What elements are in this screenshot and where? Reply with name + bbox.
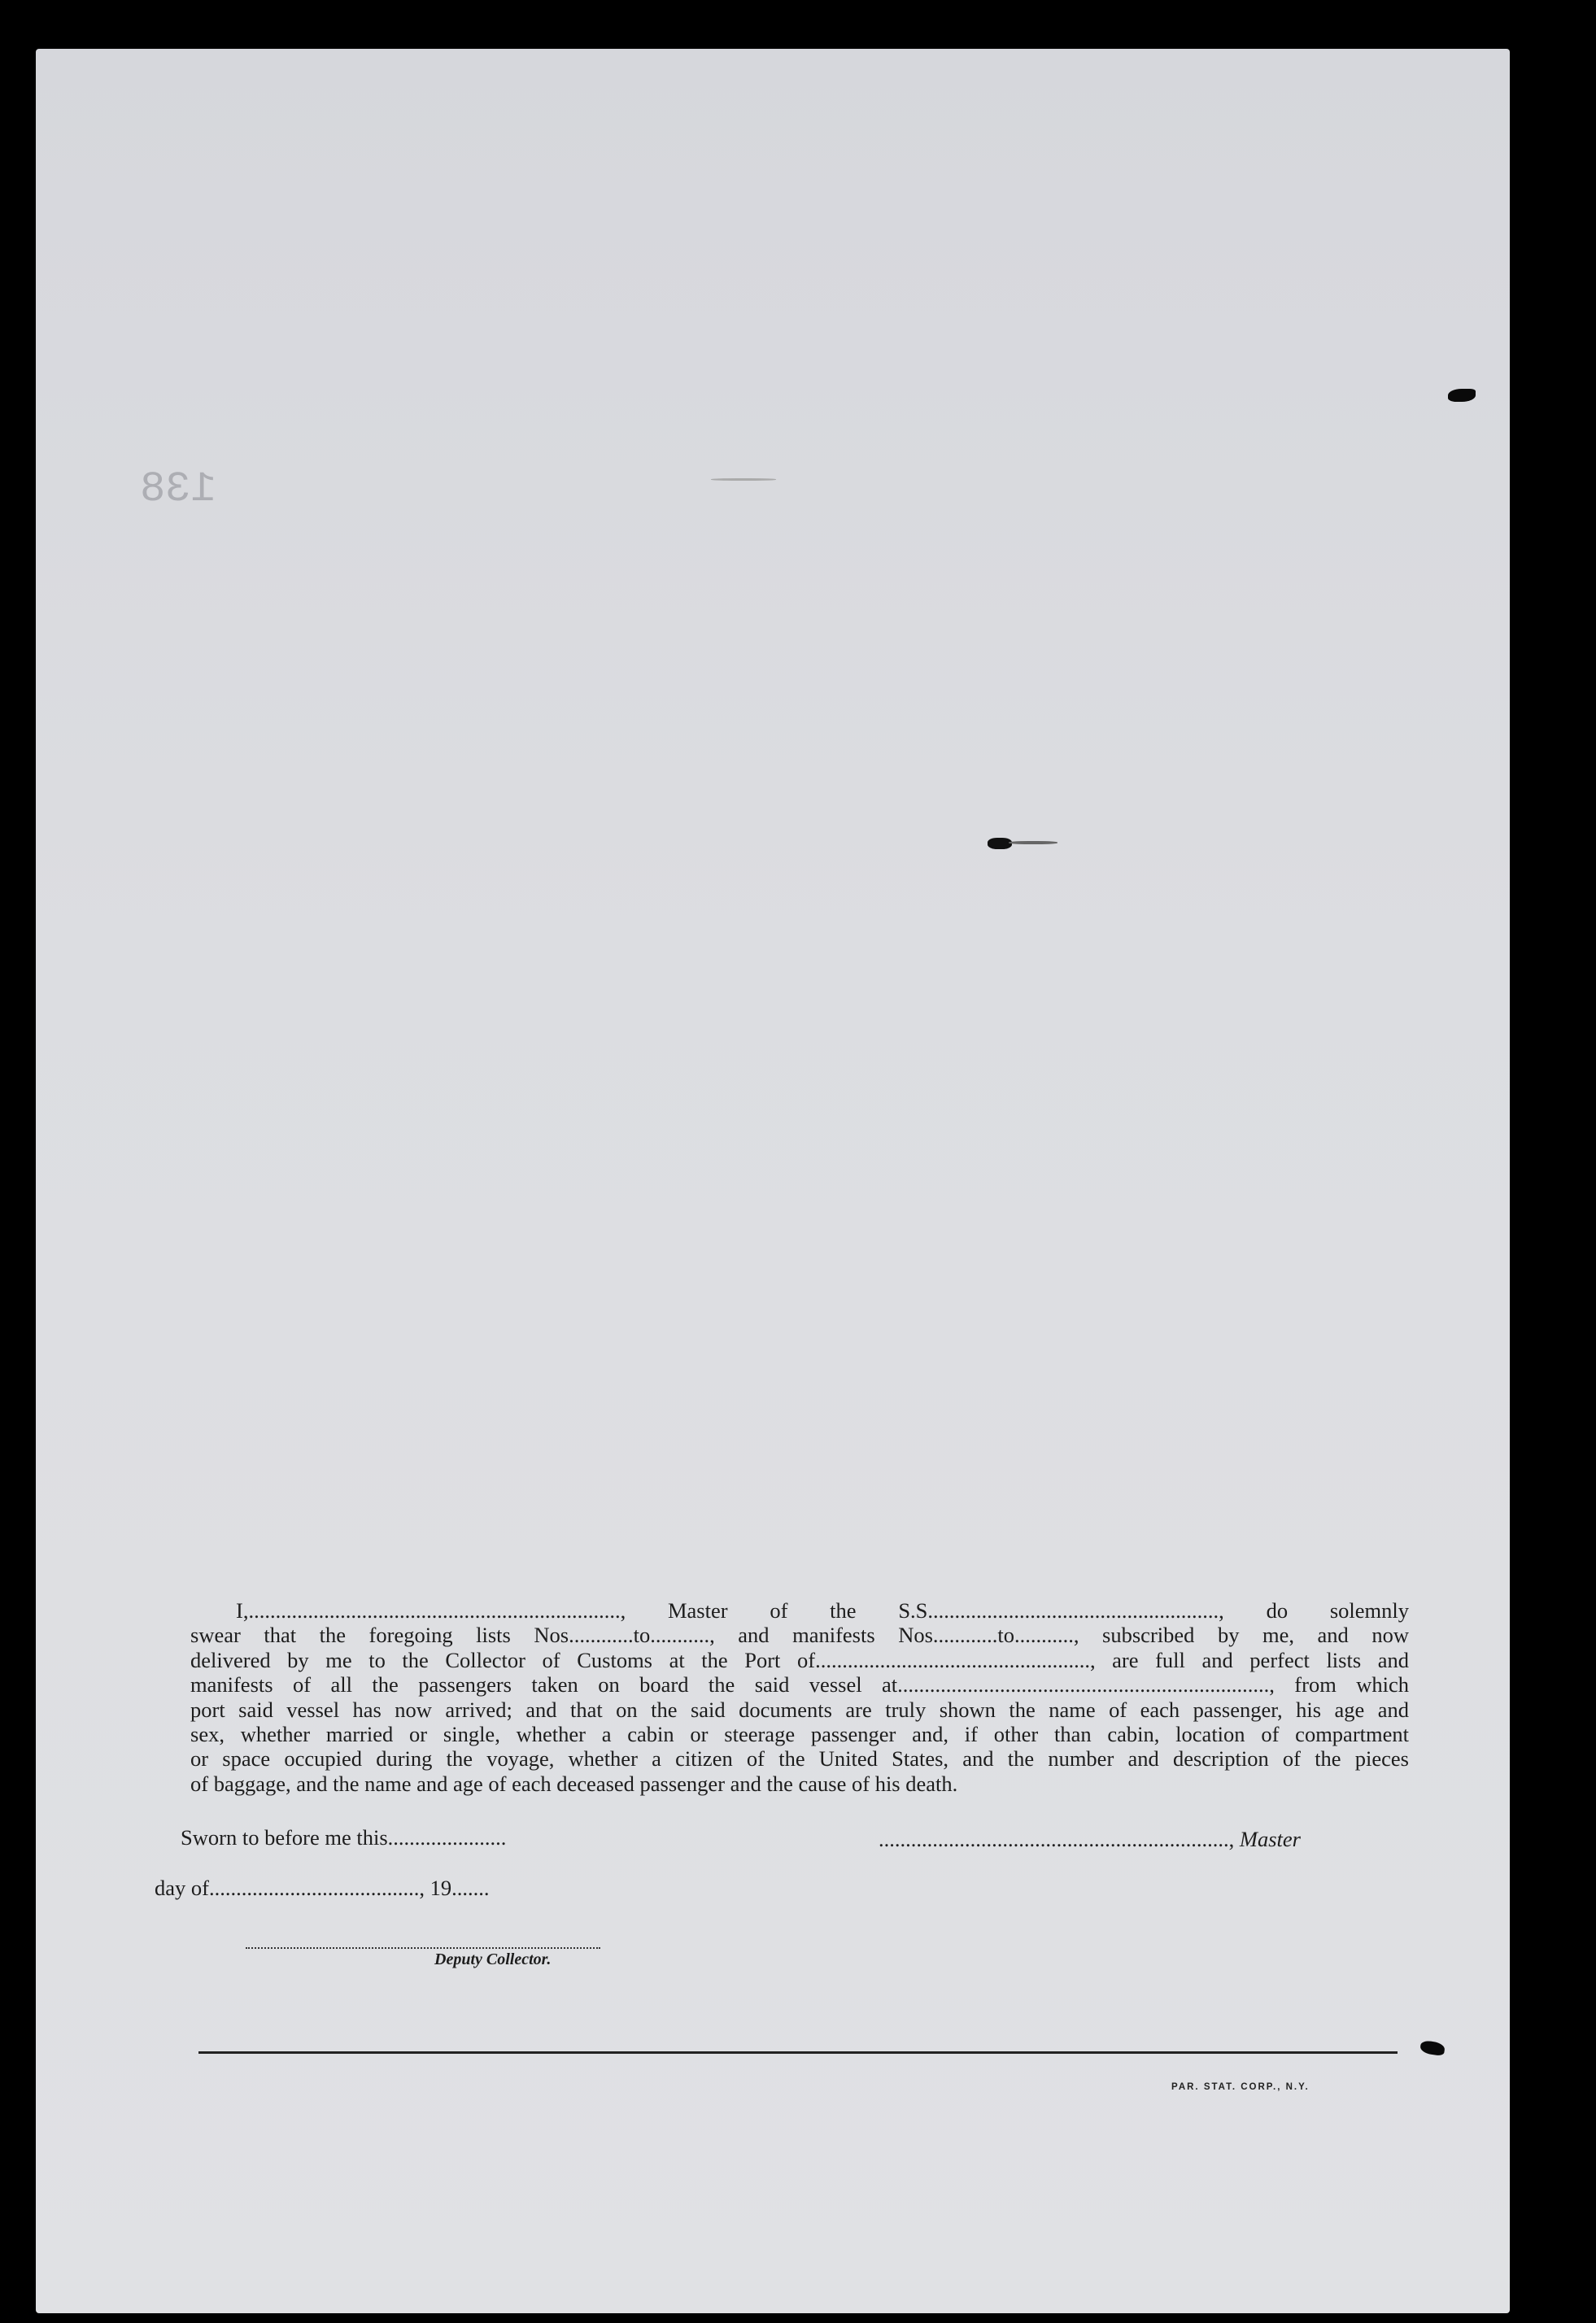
oath-line: swear that the foregoing lists Nos............to..........., and manifests Nos............to..........., subscribed by me, and now xyxy=(190,1623,1409,1648)
footer-rule xyxy=(198,2051,1398,2054)
master-label: Master xyxy=(1239,1827,1301,1851)
master-signature-dots: ................................................................., xyxy=(879,1827,1235,1851)
faint-page-number: 138 xyxy=(140,465,216,513)
oath-line: manifests of all the passengers taken on board the said vessel at....................................................................., from which xyxy=(190,1672,1409,1698)
ink-smudge xyxy=(1009,841,1057,844)
master-signature-line xyxy=(879,1827,1301,1852)
manifest-sheet xyxy=(36,49,1510,2313)
ink-smudge xyxy=(711,478,776,481)
deputy-signature-line xyxy=(246,1947,600,1949)
oath-line: sex, whether married or single, whether a cabin or steerage passenger and, if other than cabin, location of compartment xyxy=(190,1722,1409,1747)
printer-imprint: PAR. STAT. CORP., N.Y. xyxy=(1171,2082,1310,2092)
oath-line: port said vessel has now arrived; and that on the said documents are truly shown the name of each passenger, his age and xyxy=(190,1697,1409,1722)
day-of-line: day of......................................., 19....... xyxy=(155,1876,490,1900)
oath-line: or space occupied during the voyage, whether a citizen of the United States, and the number and description of the pieces xyxy=(190,1746,1409,1772)
oath-line: delivered by me to the Collector of Customs at the Port of..................................................., are full and perfect lists and xyxy=(190,1647,1409,1672)
oath-line: of baggage, and the name and age of each deceased passenger and the cause of his death. xyxy=(190,1771,958,1796)
oath-line: I,....................................................................., Master of the S.S......................................................, do solemnly xyxy=(236,1598,1409,1623)
master-oath-paragraph xyxy=(190,1598,1409,1796)
deputy-collector-label: Deputy Collector. xyxy=(434,1950,552,1968)
ink-smudge xyxy=(988,838,1012,849)
sworn-to-line: Sworn to before me this...................... xyxy=(181,1825,507,1850)
edge-blob xyxy=(1448,389,1476,402)
